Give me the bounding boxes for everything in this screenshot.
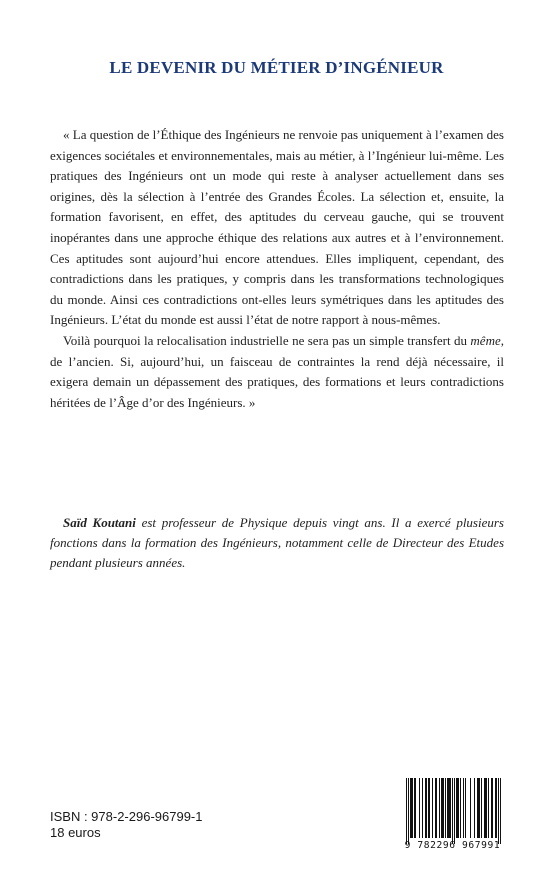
barcode-bar — [479, 778, 480, 838]
barcode-bar — [488, 778, 489, 838]
book-title: LE DEVENIR DU MÉTIER D’INGÉNIEUR — [109, 58, 444, 77]
isbn-label: ISBN : 978-2-296-96799-1 — [50, 809, 203, 824]
barcode-bar — [419, 778, 420, 838]
quote-paragraph-2-start: Voilà pourquoi la relocalisation industrielle ne sera pas un simple transfert du — [63, 332, 471, 348]
barcode-bar — [439, 778, 440, 838]
barcode-bar — [408, 778, 409, 844]
barcode-bar — [410, 778, 411, 838]
price-label: 18 euros — [50, 825, 101, 840]
barcode-bar — [414, 778, 415, 838]
barcode-bar — [412, 778, 413, 838]
quote-paragraph-1: « La question de l’Éthique des Ingénieurs ne renvoie pas uniquement à l’examen des exigences sociétales et environnementales, mais au métier, à l’Ingénieur lui-même. Les pratiques des Ingénieurs ont un mode qui reste à analyser actuellement dans ses origines, dès la sélection à l’entrée des Grandes Écoles. La sélection et, ensuite, la formation favorisent, en effet, des aptitudes du cerveau gauche, qui se trouvent inopérantes dans une approche éthique des relations aux autres et à l’environnement. Ces aptitudes sont aujourd’hui encore attendues. Elles impliquent, cependant, des contradictions dans les pratiques, y compris dans les transformations technologiques du monde. Ainsi ces contradictions ont-elles leurs symétriques dans les aptitudes des Ingénieurs. L’état du monde est aussi l’état de notre rapport à nous-mêmes. — [50, 127, 504, 328]
barcode-bar — [465, 778, 466, 838]
barcode-bar — [478, 778, 479, 838]
barcode-bar — [435, 778, 436, 838]
barcode-bar — [474, 778, 475, 838]
quote-paragraph-2-end: , de l’ancien. Si, aujourd’hui, un faisceau de contraintes la rend déjà nécessaire, il exigera demain un dépassement des pratiques, des formations et leurs contradictions héritées de l’Âge d’or des Ingénieurs. » — [50, 332, 504, 410]
barcode-bar — [477, 778, 478, 838]
quote-emphasis: même — [470, 332, 501, 348]
barcode-bar — [452, 778, 453, 844]
barcode-bar — [428, 778, 429, 838]
barcode-bar — [443, 778, 444, 838]
barcode-bar — [422, 778, 423, 838]
barcode-bar — [429, 778, 430, 838]
barcode-bar — [491, 778, 492, 838]
quote-paragraph-2 — [50, 331, 504, 413]
barcode-bar — [496, 778, 497, 838]
publication-info — [50, 809, 202, 841]
barcode-bar — [454, 778, 455, 844]
barcode-bar — [486, 778, 487, 838]
barcode-bar — [457, 778, 458, 838]
barcode-bar — [447, 778, 448, 838]
barcode-bar — [495, 778, 496, 838]
barcode-bar — [456, 778, 457, 838]
barcode-bar — [442, 778, 443, 838]
barcode-bar — [406, 778, 407, 844]
barcode-bar — [426, 778, 427, 838]
barcode-bar — [425, 778, 426, 838]
barcode-bar — [500, 778, 501, 844]
barcode-bar — [436, 778, 437, 838]
barcode-bar — [458, 778, 459, 838]
barcode-bar — [449, 778, 450, 838]
barcode-bar — [432, 778, 433, 838]
author-bio-text: est professeur de Physique depuis vingt ans. Il a exercé plusieurs fonctions dans la formation des Ingénieurs, notamment celle de Directeur des Etudes pendant plusieurs années. — [50, 515, 504, 570]
barcode-bar — [463, 778, 464, 838]
barcode-bar — [450, 778, 451, 838]
barcode — [402, 776, 503, 850]
barcode-bar — [415, 778, 416, 838]
barcode-bar — [460, 778, 461, 838]
barcode-bar — [411, 778, 412, 838]
barcode-bar — [485, 778, 486, 838]
barcode-bar — [481, 778, 482, 838]
barcode-bar — [484, 778, 485, 838]
barcode-digits: 9 782296 967991 — [404, 840, 501, 850]
barcode-bar — [498, 778, 499, 844]
barcode-bar — [492, 778, 493, 838]
back-cover-quote — [50, 125, 504, 413]
author-name: Saïd Koutani — [63, 515, 136, 530]
barcode-bar — [470, 778, 471, 838]
barcode-bar — [441, 778, 442, 838]
barcode-bar — [448, 778, 449, 838]
barcode-graphic — [402, 776, 503, 850]
barcode-bar — [445, 778, 446, 838]
author-bio — [50, 513, 504, 573]
